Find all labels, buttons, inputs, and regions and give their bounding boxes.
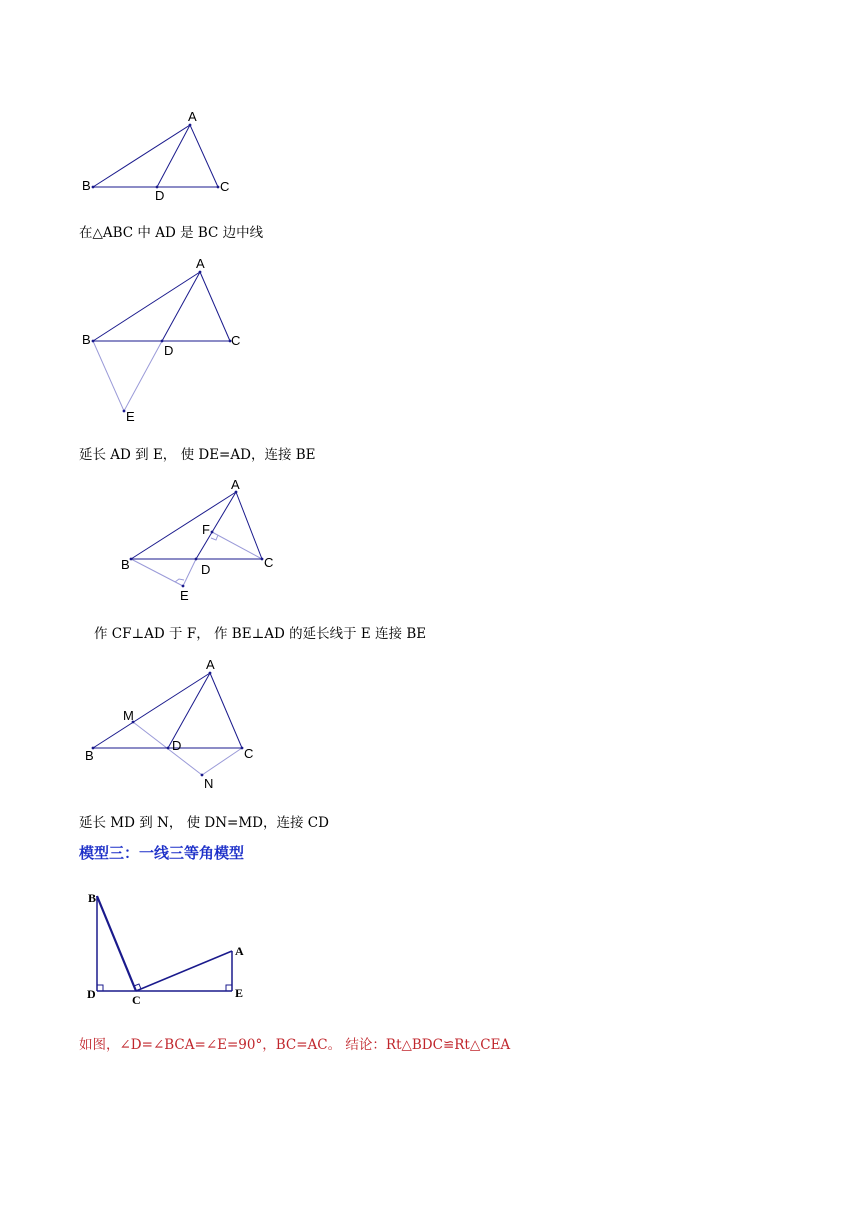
label-d: D (201, 562, 211, 577)
label-b: B (82, 332, 91, 347)
label-b: B (82, 178, 91, 193)
label-d: D (172, 738, 182, 753)
label-c: C (264, 555, 274, 570)
right-angle-d (97, 985, 103, 991)
label-a: A (196, 256, 205, 271)
segment-bc (97, 896, 136, 991)
label-d: D (155, 188, 165, 203)
section-heading: 模型三：一线三等角模型 (79, 844, 245, 862)
caption-5-conclusion: 如图，∠D=∠BCA=∠E=90°，BC=AC。 结论：Rt△BDC≌Rt△CEA (79, 1037, 511, 1053)
caption-2: 延长 AD 到 E， 使 DE=AD，连接 BE (79, 447, 316, 463)
label-e: E (180, 588, 189, 603)
label-n: N (204, 776, 214, 791)
label-a: A (206, 657, 215, 672)
segment-ca (136, 951, 232, 991)
label-b: B (121, 557, 130, 572)
label-a: A (235, 944, 244, 958)
label-f: F (202, 522, 210, 537)
label-a: A (231, 477, 240, 492)
caption-3: 作 CF⊥AD 于 F， 作 BE⊥AD 的延长线于 E 连接 BE (94, 626, 427, 642)
caption-1: 在△ABC 中 AD 是 BC 边中线 (79, 225, 264, 241)
label-c: C (220, 179, 230, 194)
label-a: A (188, 109, 197, 124)
label-d: D (164, 343, 174, 358)
label-e: E (235, 986, 244, 1000)
label-c: C (231, 333, 241, 348)
label-d: D (87, 987, 96, 1001)
label-e: E (126, 409, 135, 424)
label-m: M (123, 708, 134, 723)
label-c: C (244, 746, 254, 761)
right-angle-e (226, 985, 232, 991)
label-b: B (85, 748, 94, 763)
caption-4: 延长 MD 到 N， 使 DN=MD，连接 CD (79, 815, 329, 831)
label-c: C (132, 993, 141, 1007)
label-b: B (88, 891, 97, 905)
